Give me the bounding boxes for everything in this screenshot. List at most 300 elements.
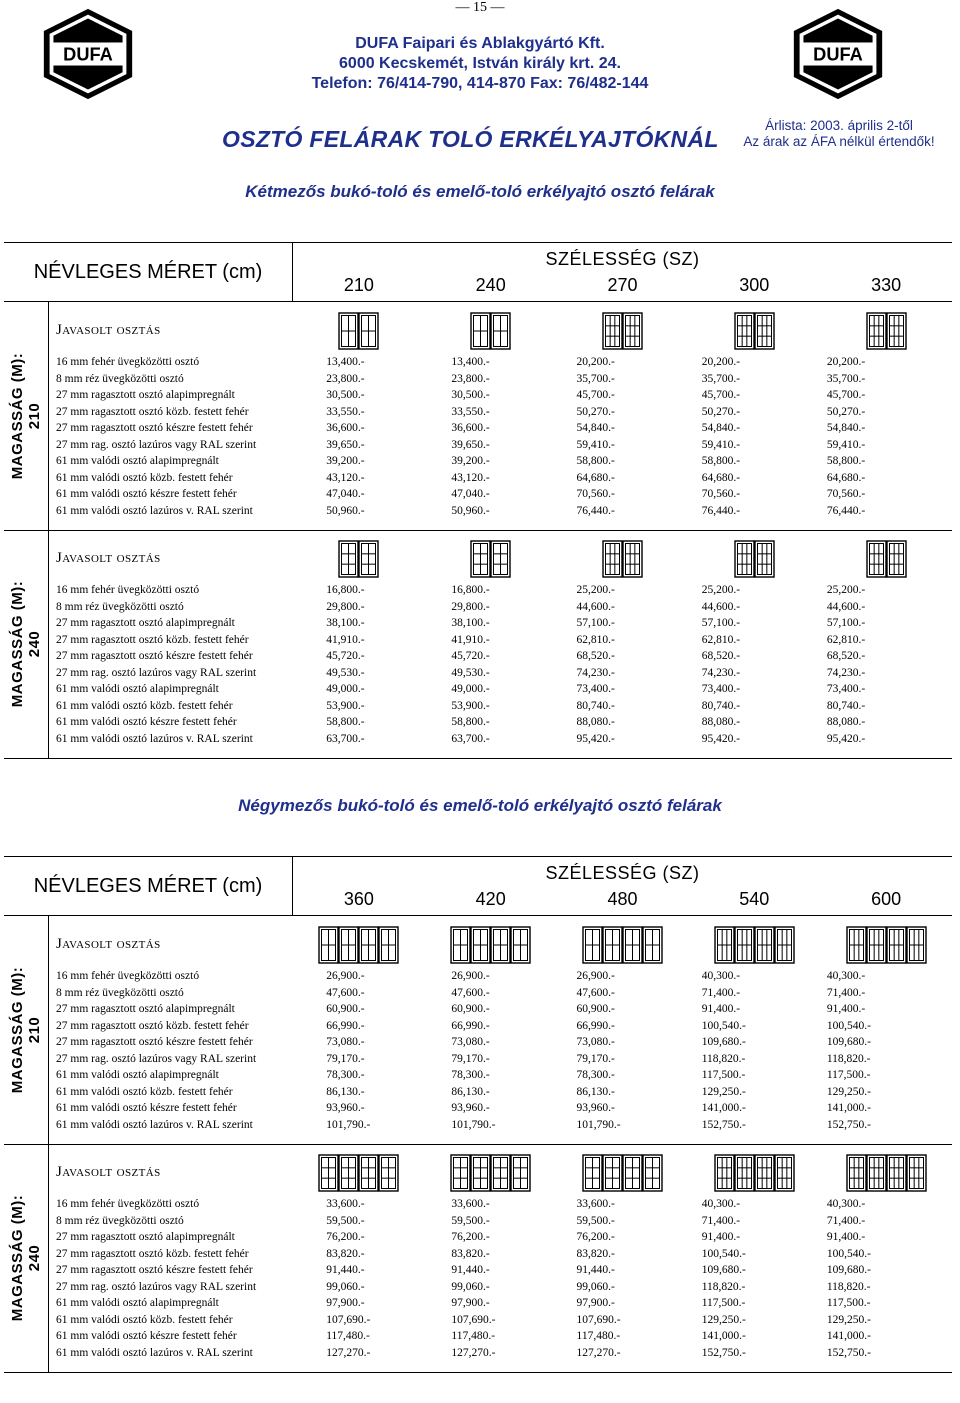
price-cell: 91,400.- [701, 1003, 741, 1015]
window-grid-icon [602, 540, 643, 578]
price-cell: 117,500.- [826, 1297, 871, 1309]
division-icon-cell [425, 540, 557, 578]
price-cell: 107,690.- [576, 1313, 621, 1326]
height-label-text [9, 353, 43, 480]
price-cell: 60,900.- [576, 1003, 615, 1015]
price-cell: 20,200.- [701, 356, 741, 368]
price-cell: 49,000.- [326, 683, 365, 695]
row-label: 27 mm ragasztott osztó közb. festett fehér [56, 1247, 249, 1260]
price-cell: 118,820.- [826, 1052, 871, 1065]
price-cell: 59,500.- [326, 1214, 365, 1227]
recommended-division-label: Javasolt osztás [56, 322, 161, 338]
price-table [4, 856, 952, 1372]
height-label-prefix: MAGASSÁG (M): [9, 966, 26, 1094]
table-row [50, 698, 952, 715]
division-icon-cell [688, 540, 820, 578]
dufa-logo-icon [40, 6, 136, 102]
window-grid-icon [866, 312, 907, 350]
price-cell: 45,700.- [576, 389, 615, 401]
price-cell: 109,680.- [826, 1264, 871, 1276]
table-row [50, 1100, 952, 1117]
price-cell: 33,600.- [576, 1198, 615, 1210]
price-cell: 49,000.- [451, 683, 490, 695]
price-cell: 83,820.- [451, 1247, 490, 1260]
price-cell: 45,720.- [326, 650, 365, 662]
height-label-text [9, 1195, 43, 1322]
price-cell: 43,120.- [451, 471, 490, 484]
company-name: DUFA Faipari és Ablakgyártó Kft. [355, 35, 605, 52]
table-row [50, 420, 952, 437]
price-cell: 88,080.- [701, 716, 741, 728]
price-cell: 109,680.- [826, 1036, 871, 1048]
price-cell: 33,550.- [326, 405, 365, 418]
row-label: 27 mm ragasztott osztó készre festett fehér [56, 422, 253, 434]
width-value: 210 [343, 275, 374, 295]
division-icon-cell [557, 926, 689, 964]
price-cell: 93,960.- [451, 1102, 490, 1114]
company-phone: Telefon: 76/414-790, 414-870 Fax: 76/482-144 [311, 75, 649, 92]
row-label: 61 mm valódi osztó alapimpregnált [56, 1297, 219, 1309]
row-label: 27 mm ragasztott osztó készre festett fehér [56, 650, 253, 662]
price-cell: 71,400.- [826, 1214, 866, 1227]
dufa-logo-right [790, 6, 886, 102]
table-row [50, 1001, 952, 1018]
price-cell: 20,200.- [826, 356, 866, 368]
division-icon-cell [557, 1154, 689, 1192]
price-cell: 33,600.- [451, 1198, 490, 1210]
height-block [4, 302, 952, 531]
table-row [50, 1295, 952, 1312]
table-row [50, 1067, 952, 1084]
nominal-size-label: NÉVLEGES MÉRET (cm) [4, 857, 293, 915]
width-value: 270 [607, 275, 638, 295]
logo-text: DUFA [63, 43, 113, 65]
price-cell: 62,810.- [826, 633, 866, 646]
price-cell: 74,230.- [826, 666, 866, 679]
price-cell: 16,800.- [451, 584, 490, 596]
price-cell: 23,800.- [451, 372, 490, 385]
price-cell: 45,720.- [451, 650, 490, 662]
table-row [50, 681, 952, 698]
row-label: 27 mm ragasztott osztó közb. festett fehér [56, 1019, 249, 1032]
width-value: 240 [475, 275, 506, 295]
window-grid-icon [318, 1154, 399, 1192]
price-cell: 23,800.- [326, 372, 365, 385]
price-cell: 70,560.- [826, 488, 866, 500]
window-grid-icon [846, 1154, 927, 1192]
price-info [725, 118, 953, 150]
price-cell: 91,440.- [576, 1264, 615, 1276]
height-value: 240 [26, 1244, 43, 1272]
table-row [50, 371, 952, 388]
row-label: 8 mm réz üvegközötti osztó [56, 372, 184, 385]
price-cell: 73,080.- [326, 1036, 365, 1048]
price-cell: 57,100.- [701, 617, 741, 629]
price-cell: 25,200.- [701, 584, 741, 596]
price-cell: 44,600.- [576, 600, 615, 613]
price-cell: 127,270.- [576, 1346, 621, 1359]
price-cell: 26,900.- [326, 970, 365, 982]
height-block [4, 1144, 952, 1373]
table-row [50, 665, 952, 682]
height-value: 240 [26, 630, 43, 658]
price-cell: 129,250.- [826, 1313, 871, 1326]
price-cell: 38,100.- [326, 617, 365, 629]
price-cell: 78,300.- [576, 1069, 615, 1081]
vat-note: Az árak az ÁFA nélkül értendők! [743, 134, 935, 149]
price-cell: 71,400.- [701, 1214, 741, 1227]
height-value: 210 [26, 402, 43, 430]
price-cell: 127,270.- [451, 1346, 496, 1359]
section-title: Négymezős bukó-toló és emelő-toló erkélyajtó osztó felárak [238, 796, 722, 815]
price-cell: 76,440.- [576, 504, 615, 517]
price-cell: 66,990.- [576, 1019, 615, 1032]
price-cell: 76,440.- [701, 504, 741, 517]
dufa-logo-left [40, 6, 136, 102]
price-cell: 47,040.- [326, 488, 365, 500]
window-grid-icon [450, 926, 531, 964]
division-icon-cell [425, 1154, 557, 1192]
width-value: 300 [739, 275, 770, 295]
price-cell: 16,800.- [326, 584, 365, 596]
table-row [50, 714, 952, 731]
division-icon-cell [688, 1154, 820, 1192]
price-cell: 97,900.- [326, 1297, 365, 1309]
price-cell: 99,060.- [576, 1280, 615, 1293]
width-values [293, 275, 952, 296]
window-grid-icon [318, 926, 399, 964]
table-row [50, 354, 952, 371]
table-row [50, 1279, 952, 1296]
price-cell: 49,530.- [451, 666, 490, 679]
table-row [50, 1312, 952, 1329]
row-label: 27 mm rag. osztó lazúros vagy RAL szerint [56, 1280, 257, 1293]
nominal-size-label: NÉVLEGES MÉRET (cm) [4, 243, 293, 301]
table-row [50, 1117, 952, 1134]
price-cell: 68,520.- [826, 650, 866, 662]
table-row [50, 1084, 952, 1101]
price-cell: 13,400.- [451, 356, 490, 368]
row-label: 27 mm ragasztott osztó alapimpregnált [56, 1231, 235, 1243]
price-cell: 99,060.- [326, 1280, 365, 1293]
row-label: 61 mm valódi osztó alapimpregnált [56, 1069, 219, 1081]
width-value: 330 [871, 275, 902, 295]
division-icon-cell [688, 312, 820, 350]
window-grid-icon [602, 312, 643, 350]
division-icon-cell [820, 540, 952, 578]
table-header [4, 856, 952, 916]
width-label: SZÉLESSÉG (SZ) [545, 249, 700, 269]
price-cell: 58,800.- [701, 455, 741, 467]
height-block [4, 916, 952, 1145]
table-row [50, 404, 952, 421]
price-cell: 50,270.- [826, 405, 866, 418]
price-cell: 117,500.- [701, 1069, 746, 1081]
price-cell: 73,080.- [451, 1036, 490, 1048]
price-cell: 54,840.- [826, 422, 866, 434]
table-row [50, 1328, 952, 1345]
price-cell: 29,800.- [451, 600, 490, 613]
page-number: — 15 — [455, 0, 505, 15]
row-label: 61 mm valódi osztó készre festett fehér [56, 1102, 237, 1114]
price-cell: 91,400.- [826, 1231, 866, 1243]
row-label: 61 mm valódi osztó közb. festett fehér [56, 1085, 233, 1098]
price-cell: 47,600.- [576, 986, 615, 999]
price-cell: 107,690.- [326, 1313, 371, 1326]
price-cell: 43,120.- [326, 471, 365, 484]
price-cell: 129,250.- [701, 1085, 746, 1098]
price-cell: 71,400.- [701, 986, 741, 999]
price-table [4, 242, 952, 758]
price-cell: 86,130.- [576, 1085, 615, 1098]
price-cell: 40,300.- [826, 970, 866, 982]
recommended-division-label: Javasolt osztás [56, 936, 161, 952]
price-cell: 45,700.- [826, 389, 866, 401]
division-icon-cell [820, 926, 952, 964]
price-cell: 74,230.- [576, 666, 615, 679]
table-row [50, 1213, 952, 1230]
price-cell: 117,480.- [576, 1330, 621, 1342]
price-cell: 80,740.- [826, 699, 866, 712]
table-row [50, 437, 952, 454]
width-label: SZÉLESSÉG (SZ) [545, 863, 700, 883]
price-cell: 59,500.- [451, 1214, 490, 1227]
price-cell: 76,200.- [576, 1231, 615, 1243]
price-cell: 40,300.- [701, 970, 741, 982]
price-cell: 59,500.- [576, 1214, 615, 1227]
window-grid-icon [714, 926, 795, 964]
division-icon-cell [688, 926, 820, 964]
table-header [4, 242, 952, 302]
price-cell: 29,800.- [326, 600, 365, 613]
price-cell: 83,820.- [576, 1247, 615, 1260]
row-label: 61 mm valódi osztó alapimpregnált [56, 683, 219, 695]
width-values [293, 889, 952, 910]
row-label: 27 mm ragasztott osztó készre festett fehér [56, 1036, 253, 1048]
price-cell: 63,700.- [326, 732, 365, 745]
price-cell: 109,680.- [701, 1264, 746, 1276]
price-cell: 152,750.- [701, 1118, 746, 1131]
price-cell: 64,680.- [701, 471, 741, 484]
price-cell: 33,550.- [451, 405, 490, 418]
price-cell: 86,130.- [326, 1085, 365, 1098]
price-cell: 68,520.- [576, 650, 615, 662]
price-cell: 91,440.- [451, 1264, 490, 1276]
price-cell: 141,000.- [701, 1102, 746, 1114]
main-title: OSZTÓ FELÁRAK TOLÓ ERKÉLYAJTÓKNÁL [222, 126, 719, 152]
row-label: 27 mm ragasztott osztó közb. festett fehér [56, 405, 249, 418]
price-cell: 76,440.- [826, 504, 866, 517]
row-label: 27 mm rag. osztó lazúros vagy RAL szerint [56, 666, 257, 679]
height-label [4, 1144, 49, 1372]
price-cell: 141,000.- [826, 1330, 871, 1342]
price-cell: 88,080.- [826, 716, 866, 728]
table-row [50, 453, 952, 470]
row-label: 8 mm réz üvegközötti osztó [56, 600, 184, 613]
price-cell: 141,000.- [701, 1330, 746, 1342]
height-label [4, 302, 49, 530]
table-row [50, 387, 952, 404]
price-cell: 26,900.- [451, 970, 490, 982]
price-cell: 13,400.- [326, 356, 365, 368]
price-cell: 50,960.- [326, 504, 365, 517]
price-cell: 66,990.- [326, 1019, 365, 1032]
width-value: 360 [343, 889, 374, 909]
price-cell: 73,400.- [576, 683, 615, 695]
price-cell: 118,820.- [701, 1280, 746, 1293]
price-cell: 88,080.- [576, 716, 615, 728]
price-cell: 73,400.- [826, 683, 866, 695]
price-cell: 41,910.- [326, 633, 365, 646]
price-cell: 129,250.- [701, 1313, 746, 1326]
height-label-text [9, 581, 43, 708]
division-icon-cell [820, 312, 952, 350]
price-cell: 118,820.- [701, 1052, 746, 1065]
table-row [50, 1051, 952, 1068]
price-cell: 101,790.- [451, 1118, 496, 1131]
table-row [50, 615, 952, 632]
table-row [50, 648, 952, 665]
division-icon-cell [293, 926, 425, 964]
window-grid-icon [470, 540, 511, 578]
window-grid-icon [338, 312, 379, 350]
table-row [50, 582, 952, 599]
price-cell: 152,750.- [826, 1118, 871, 1131]
price-cell: 101,790.- [326, 1118, 371, 1131]
division-icons [293, 540, 952, 578]
price-cell: 70,560.- [701, 488, 741, 500]
price-cell: 58,800.- [451, 716, 490, 728]
row-label: 27 mm ragasztott osztó alapimpregnált [56, 389, 235, 401]
price-cell: 54,840.- [701, 422, 741, 434]
price-cell: 20,200.- [576, 356, 615, 368]
price-rows [50, 968, 952, 1133]
price-cell: 127,270.- [326, 1346, 371, 1359]
price-cell: 68,520.- [701, 650, 741, 662]
price-cell: 91,440.- [326, 1264, 365, 1276]
price-cell: 117,480.- [451, 1330, 496, 1342]
window-grid-icon [582, 1154, 663, 1192]
division-icon-cell [820, 1154, 952, 1192]
division-icons [293, 312, 952, 350]
price-cell: 95,420.- [576, 732, 615, 745]
price-cell: 39,200.- [451, 455, 490, 467]
price-cell: 40,300.- [701, 1198, 741, 1210]
price-cell: 101,790.- [576, 1118, 621, 1131]
price-cell: 36,600.- [326, 422, 365, 434]
price-cell: 50,270.- [576, 405, 615, 418]
division-icon-cell [425, 312, 557, 350]
price-cell: 83,820.- [326, 1247, 365, 1260]
price-cell: 54,840.- [576, 422, 615, 434]
window-grid-icon [734, 540, 775, 578]
window-grid-icon [470, 312, 511, 350]
price-cell: 30,500.- [451, 389, 490, 401]
table-row [50, 486, 952, 503]
price-cell: 95,420.- [701, 732, 741, 745]
price-cell: 97,900.- [451, 1297, 490, 1309]
table-row [50, 470, 952, 487]
height-label-prefix: MAGASSÁG (M): [9, 352, 26, 480]
price-cell: 141,000.- [826, 1102, 871, 1114]
row-label: 61 mm valódi osztó közb. festett fehér [56, 1313, 233, 1326]
row-label: 61 mm valódi osztó lazúros v. RAL szerint [56, 1118, 253, 1131]
price-cell: 100,540.- [826, 1247, 871, 1260]
price-cell: 41,910.- [451, 633, 490, 646]
division-icons [293, 1154, 952, 1192]
price-cell: 76,200.- [451, 1231, 490, 1243]
price-cell: 33,600.- [326, 1198, 365, 1210]
price-cell: 58,800.- [326, 716, 365, 728]
price-cell: 26,900.- [576, 970, 615, 982]
price-cell: 91,400.- [701, 1231, 741, 1243]
table-row [50, 968, 952, 985]
division-icon-cell [557, 312, 689, 350]
division-icon-cell [293, 1154, 425, 1192]
price-cell: 76,200.- [326, 1231, 365, 1243]
row-label: 61 mm valódi osztó készre festett fehér [56, 1330, 237, 1342]
height-value: 210 [26, 1016, 43, 1044]
recommended-division-label: Javasolt osztás [56, 1164, 161, 1180]
window-grid-icon [866, 540, 907, 578]
price-rows [50, 582, 952, 747]
logo-text: DUFA [813, 43, 863, 65]
price-cell: 44,600.- [826, 600, 866, 613]
price-rows [50, 354, 952, 519]
row-label: 61 mm valódi osztó közb. festett fehér [56, 471, 233, 484]
row-label: 27 mm ragasztott osztó közb. festett fehér [56, 633, 249, 646]
division-icon-cell [557, 540, 689, 578]
price-cell: 53,900.- [451, 699, 490, 712]
price-cell: 107,690.- [451, 1313, 496, 1326]
table-row [50, 1018, 952, 1035]
table-row [50, 1229, 952, 1246]
price-cell: 99,060.- [451, 1280, 490, 1293]
row-label: 61 mm valódi osztó lazúros v. RAL szerint [56, 732, 253, 745]
price-cell: 47,600.- [451, 986, 490, 999]
row-label: 8 mm réz üvegközötti osztó [56, 986, 184, 999]
price-cell: 78,300.- [451, 1069, 490, 1081]
price-cell: 79,170.- [451, 1052, 490, 1065]
window-grid-icon [846, 926, 927, 964]
price-list-date: Árlista: 2003. április 2-től [765, 118, 913, 133]
width-value: 480 [607, 889, 638, 909]
price-cell: 35,700.- [576, 372, 615, 385]
price-cell: 93,960.- [326, 1102, 365, 1114]
price-cell: 45,700.- [701, 389, 741, 401]
width-value: 540 [739, 889, 770, 909]
price-cell: 63,700.- [451, 732, 490, 745]
price-cell: 35,700.- [701, 372, 741, 385]
company-address: 6000 Kecskemét, István király krt. 24. [339, 55, 621, 72]
price-cell: 38,100.- [451, 617, 490, 629]
row-label: 61 mm valódi osztó alapimpregnált [56, 455, 219, 467]
price-cell: 100,540.- [701, 1247, 746, 1260]
price-cell: 152,750.- [826, 1346, 871, 1359]
price-cell: 79,170.- [326, 1052, 365, 1065]
height-label [4, 530, 49, 758]
price-cell: 39,200.- [326, 455, 365, 467]
section-title: Kétmezős bukó-toló és emelő-toló erkélyajtó osztó felárak [245, 182, 715, 201]
price-cell: 71,400.- [826, 986, 866, 999]
width-value: 420 [475, 889, 506, 909]
price-cell: 93,960.- [576, 1102, 615, 1114]
price-cell: 60,900.- [451, 1003, 490, 1015]
price-cell: 100,540.- [826, 1019, 871, 1032]
row-label: 61 mm valódi osztó készre festett fehér [56, 716, 237, 728]
price-cell: 35,700.- [826, 372, 866, 385]
window-grid-icon [734, 312, 775, 350]
